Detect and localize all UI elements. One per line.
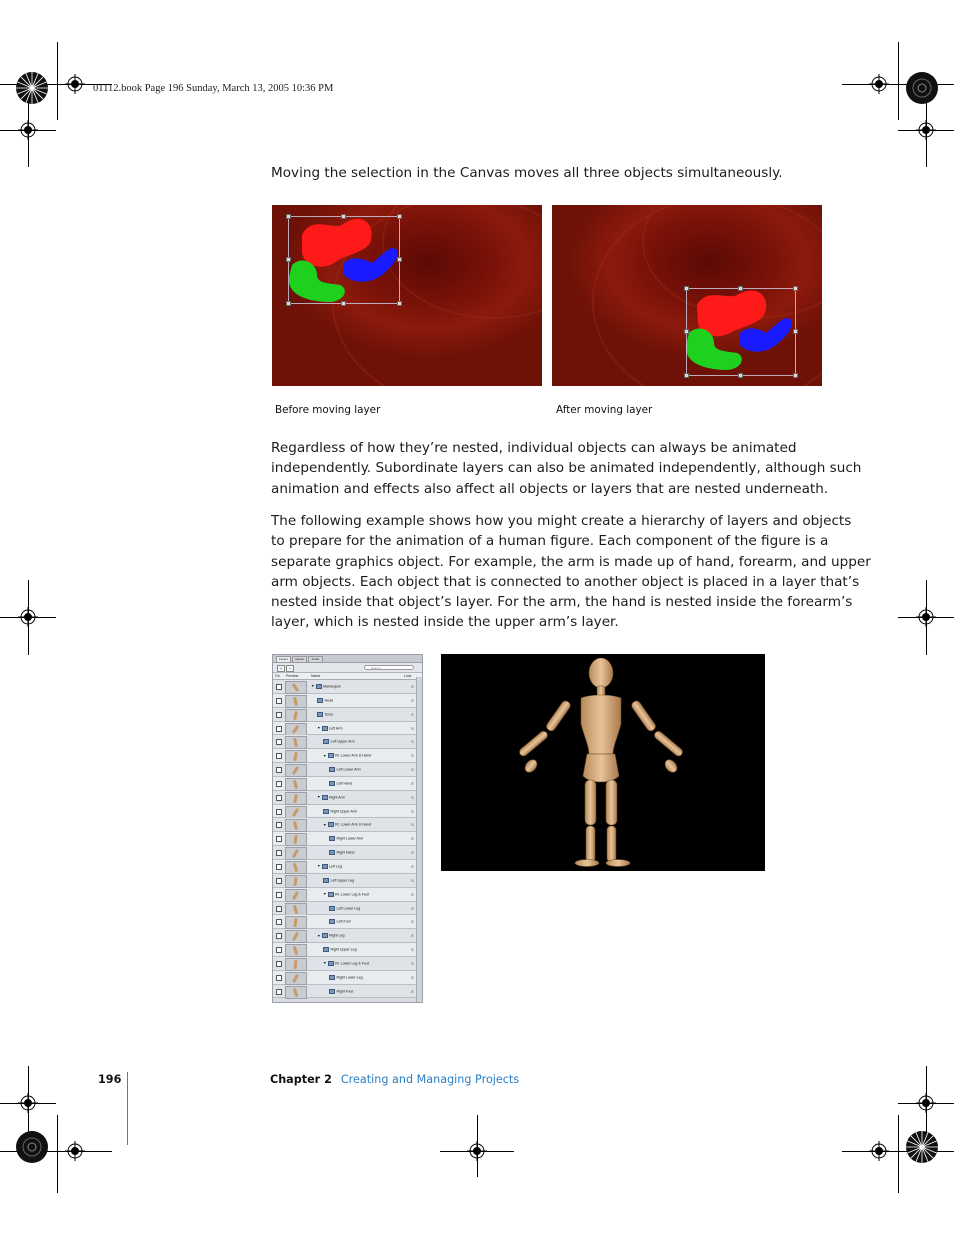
thumbnail-limb-shape: [293, 794, 297, 803]
layer-icon: [329, 850, 335, 855]
thumbnail-limb-shape: [293, 863, 298, 872]
thumbnail-limb-shape: [292, 683, 300, 692]
layer-icon: [329, 906, 335, 911]
column-lock: Lock: [404, 674, 412, 678]
layer-preview-thumbnail: [285, 833, 307, 846]
layer-name-text: Right Arm: [329, 795, 345, 800]
print-header: 01112.book Page 196 Sunday, March 13, 2005 10:36 PM: [93, 83, 334, 94]
layers-panel-screenshot: [272, 654, 423, 1003]
layer-row[interactable]: [273, 929, 422, 943]
disclosure-triangle-icon[interactable]: ▼: [323, 961, 327, 966]
layer-icon: [323, 947, 329, 952]
layer-visibility-checkbox[interactable]: [276, 975, 282, 981]
paragraph-nesting: [271, 438, 861, 499]
thumbnail-limb-shape: [292, 766, 299, 775]
layer-preview-thumbnail: [285, 806, 307, 819]
layer-preview-thumbnail: [285, 930, 307, 943]
layer-preview-thumbnail: [285, 903, 307, 916]
after-moving-layer-screenshot: [552, 205, 822, 386]
layer-preview-thumbnail: [285, 986, 307, 999]
page-number: 196: [98, 1073, 122, 1086]
thumbnail-limb-shape: [293, 904, 299, 913]
mannequin-pelvis: [583, 754, 619, 782]
layer-name-text: Mannequin: [323, 684, 341, 689]
lock-icon[interactable]: ⊙: [410, 988, 414, 994]
lock-icon[interactable]: ⊙: [410, 877, 414, 883]
layer-name: [323, 961, 369, 966]
lock-icon[interactable]: ⊙: [410, 960, 414, 966]
lock-icon[interactable]: ⊙: [410, 767, 414, 773]
layer-icon: [323, 739, 329, 744]
layer-row[interactable]: [273, 943, 422, 957]
layer-name-text: Rt. Lower Arm & Hand: [335, 822, 371, 827]
layer-name: [311, 684, 341, 689]
layer-preview-thumbnail: [285, 861, 307, 874]
thumbnail-limb-shape: [293, 835, 297, 844]
layer-visibility-checkbox[interactable]: [276, 836, 282, 842]
layer-visibility-checkbox[interactable]: [276, 712, 282, 718]
disclosure-triangle-icon[interactable]: ▼: [323, 753, 327, 758]
mannequin-right-foot: [606, 860, 630, 867]
selection-bounding-box: [686, 288, 796, 376]
layer-preview-thumbnail: [285, 958, 307, 971]
layer-name: [323, 878, 354, 883]
layer-preview-thumbnail: [285, 972, 307, 985]
layer-icon: [317, 712, 323, 717]
layer-name-text: Right Upper Leg: [330, 947, 357, 952]
layer-preview-thumbnail: [285, 847, 307, 860]
selection-bounding-box: [288, 216, 400, 304]
layer-row[interactable]: [273, 735, 422, 749]
disclosure-triangle-icon[interactable]: ▼: [317, 864, 321, 869]
layer-name-text: Left Lower Arm: [336, 767, 361, 772]
layers-panel-tabs: [273, 655, 422, 663]
footer-rule: [127, 1072, 128, 1145]
layer-preview-thumbnail: [285, 681, 307, 694]
layers-panel-toolbar: [273, 663, 422, 673]
paragraph-line: layer, which is nested inside the upper arm’s layer.: [271, 614, 619, 631]
lock-icon[interactable]: ⊙: [410, 891, 414, 897]
layer-visibility-checkbox[interactable]: [276, 878, 282, 884]
lock-icon[interactable]: ⊙: [410, 947, 414, 953]
layer-row[interactable]: [273, 832, 422, 846]
lock-icon[interactable]: ⊙: [410, 905, 414, 911]
before-caption: Before moving layer: [275, 404, 381, 416]
thumbnail-limb-shape: [292, 974, 299, 983]
layer-icon: [329, 836, 335, 841]
paragraph-line: Regardless of how they’re nested, individual objects can always be animated: [271, 440, 797, 456]
lock-icon[interactable]: ⊙: [410, 725, 414, 731]
layer-name-text: Right Foot: [336, 989, 354, 994]
layer-visibility-checkbox[interactable]: [276, 809, 282, 815]
mannequin-figure-screenshot: [441, 654, 765, 871]
layer-row[interactable]: [273, 818, 422, 832]
disclosure-triangle-icon[interactable]: ▼: [317, 725, 321, 730]
layer-row[interactable]: [273, 708, 422, 722]
layer-name-text: Right Lower Arm: [336, 836, 364, 841]
column-name: Name: [311, 674, 321, 678]
layer-row[interactable]: [273, 805, 422, 819]
thumbnail-limb-shape: [293, 697, 298, 706]
intro-sentence: Moving the selection in the Canvas moves all three objects simultaneously.: [271, 165, 783, 181]
mannequin-left-upper-arm: [545, 699, 572, 732]
mannequin-right-lower-arm: [653, 730, 684, 758]
lock-icon[interactable]: ⊙: [410, 684, 414, 689]
footer-chapter: [270, 1073, 519, 1086]
layer-visibility-checkbox[interactable]: [276, 864, 282, 870]
layer-preview-thumbnail: [285, 875, 307, 888]
layer-name: [329, 850, 354, 855]
thumbnail-limb-shape: [293, 738, 298, 747]
paragraph-line: The following example shows how you might create a hierarchy of layers and objects: [271, 513, 852, 529]
layer-icon: [328, 822, 334, 827]
lock-icon[interactable]: ⊙: [410, 711, 414, 717]
layer-visibility-checkbox[interactable]: [276, 933, 282, 939]
layer-name: [323, 892, 369, 897]
lock-icon[interactable]: ⊙: [410, 919, 414, 925]
lock-icon[interactable]: ⊙: [410, 974, 414, 980]
layer-visibility-checkbox[interactable]: [276, 919, 282, 925]
column-on: On: [275, 674, 280, 678]
layer-icon: [322, 864, 328, 869]
layer-name: [323, 809, 357, 814]
layer-name: [317, 864, 342, 869]
layer-row[interactable]: [273, 957, 422, 971]
layer-name-text: Right Lower Leg: [336, 975, 363, 980]
thumbnail-limb-shape: [293, 946, 299, 955]
layer-visibility-checkbox[interactable]: [276, 739, 282, 745]
thumbnail-limb-shape: [293, 710, 298, 719]
layer-preview-thumbnail: [285, 764, 307, 777]
layer-name: [329, 781, 352, 786]
lock-icon[interactable]: ⊙: [410, 739, 414, 745]
layer-row[interactable]: [273, 777, 422, 791]
mannequin-left-upper-leg: [585, 780, 596, 825]
mannequin-torso: [581, 695, 621, 754]
paragraph-line: animation and effects also affect all objects or layers that are nested underneath.: [271, 480, 829, 497]
layer-visibility-checkbox[interactable]: [276, 781, 282, 787]
layer-row[interactable]: [273, 749, 422, 763]
layer-row[interactable]: [273, 722, 422, 736]
paragraph-line: independently. Subordinate layers can also be animated independently, although such: [271, 460, 862, 477]
layers-list: [273, 680, 422, 998]
layer-name-text: Left Foot: [336, 919, 351, 924]
layer-preview-thumbnail: [285, 736, 307, 749]
layer-name: [317, 712, 333, 717]
layer-icon: [322, 795, 328, 800]
thumbnail-limb-shape: [293, 987, 299, 996]
layer-icon: [322, 933, 328, 938]
thumbnail-limb-shape: [293, 752, 298, 761]
layer-visibility-checkbox[interactable]: [276, 850, 282, 856]
layer-name: [317, 726, 342, 731]
layer-icon: [329, 989, 335, 994]
layer-row[interactable]: [273, 763, 422, 777]
thumbnail-limb-shape: [292, 724, 300, 733]
layer-icon: [322, 726, 328, 731]
lock-icon[interactable]: ⊙: [410, 850, 414, 856]
layer-name-text: Rt. Lower Leg & Foot: [335, 961, 370, 966]
thumbnail-limb-shape: [292, 932, 299, 941]
layer-name-text: Rt. Lower Leg & Foot: [335, 892, 370, 897]
layer-preview-thumbnail: [285, 778, 307, 791]
layer-row[interactable]: [273, 860, 422, 874]
layer-preview-thumbnail: [285, 889, 307, 902]
layer-name-text: Left Upper Arm: [330, 739, 355, 744]
layer-preview-thumbnail: [285, 695, 307, 708]
layer-visibility-checkbox[interactable]: [276, 795, 282, 801]
layer-name: [323, 753, 371, 758]
layer-visibility-checkbox[interactable]: [276, 753, 282, 759]
disclosure-triangle-icon[interactable]: ▼: [317, 933, 321, 938]
layer-name-text: Left Arm: [329, 725, 343, 730]
disclosure-triangle-icon[interactable]: ▼: [323, 892, 327, 897]
layer-preview-thumbnail: [285, 792, 307, 805]
lock-icon[interactable]: ⊙: [410, 822, 414, 828]
layer-visibility-checkbox[interactable]: [276, 684, 282, 690]
lock-icon[interactable]: ⊙: [410, 780, 414, 786]
layer-visibility-checkbox[interactable]: [276, 989, 282, 995]
disclosure-triangle-icon[interactable]: ▼: [323, 822, 327, 827]
after-caption: After moving layer: [556, 404, 653, 416]
disclosure-triangle-icon[interactable]: ▼: [317, 795, 321, 800]
column-preview: Preview: [286, 674, 299, 678]
mannequin-right-hand: [663, 757, 680, 774]
mannequin-left-foot: [575, 860, 599, 867]
layer-icon: [328, 892, 334, 897]
layer-name: [329, 767, 361, 772]
layer-name: [329, 989, 353, 994]
layer-icon: [329, 781, 335, 786]
layer-name: [317, 698, 333, 703]
lock-icon[interactable]: ⊙: [410, 753, 414, 759]
mannequin-left-hand: [523, 757, 540, 774]
layer-name-text: Right Hand: [336, 850, 355, 855]
layer-visibility-checkbox[interactable]: [276, 767, 282, 773]
layers-column-header: [273, 673, 422, 680]
thumbnail-limb-shape: [293, 821, 298, 830]
layer-name-text: Left Lower Leg: [336, 905, 361, 910]
layer-name-text: Right Upper Arm: [330, 809, 358, 814]
thumbnail-limb-shape: [293, 780, 298, 789]
layer-icon: [329, 767, 335, 772]
layer-icon: [317, 698, 323, 703]
layer-name: [317, 795, 345, 800]
layer-row[interactable]: [273, 985, 422, 999]
layer-name-text: Left Hand: [336, 781, 353, 786]
tab-layers[interactable]: Layers: [276, 656, 291, 663]
paragraph-line: separate graphics object. For example, the arm is made up of hand, forearm, and upper: [271, 553, 871, 570]
layer-row[interactable]: [273, 694, 422, 708]
layer-icon: [329, 975, 335, 980]
layer-visibility-checkbox[interactable]: [276, 822, 282, 828]
layer-preview-thumbnail: [285, 723, 307, 736]
layer-name-text: Right Leg: [329, 933, 345, 938]
thumbnail-limb-shape: [294, 960, 298, 969]
layer-name: [329, 906, 360, 911]
layer-preview-thumbnail: [285, 944, 307, 957]
layer-name-text: Head: [324, 698, 334, 703]
layer-name: [329, 836, 363, 841]
mannequin-left-lower-arm: [518, 730, 549, 758]
mannequin-right-upper-arm: [630, 699, 657, 732]
layer-icon: [316, 684, 322, 689]
layer-row[interactable]: [273, 902, 422, 916]
layer-row[interactable]: [273, 846, 422, 860]
paragraph-line: to prepare for the animation of a human figure. Each component of the figure is a: [271, 533, 829, 550]
layer-name: [317, 933, 344, 938]
layer-icon: [323, 878, 329, 883]
layer-name: [329, 919, 351, 924]
layer-visibility-checkbox[interactable]: [276, 961, 282, 967]
layer-row[interactable]: [273, 680, 422, 694]
layer-preview-thumbnail: [285, 709, 307, 722]
paragraph-line: arm objects. Each object that is connected to another object is placed in a layer that’s: [271, 573, 860, 590]
thumbnail-limb-shape: [292, 849, 299, 858]
layer-visibility-checkbox[interactable]: [276, 698, 282, 704]
layer-icon: [328, 753, 334, 758]
lock-icon[interactable]: ⊙: [410, 836, 414, 842]
lock-icon[interactable]: ⊙: [410, 808, 414, 814]
layer-preview-thumbnail: [285, 916, 307, 929]
layer-visibility-checkbox[interactable]: [276, 892, 282, 898]
layer-name-text: Left Leg: [329, 864, 343, 869]
layer-name: [323, 739, 355, 744]
layer-row[interactable]: [273, 874, 422, 888]
layer-icon: [329, 919, 335, 924]
thumbnail-limb-shape: [292, 891, 299, 900]
layer-name-text: Left Upper Leg: [330, 878, 355, 883]
layer-preview-thumbnail: [285, 750, 307, 763]
disclosure-triangle-icon[interactable]: ▼: [311, 684, 315, 689]
layer-name: [329, 975, 363, 980]
layers-search-input[interactable]: Search: [364, 665, 414, 670]
mannequin-figure: [441, 654, 765, 871]
mannequin-right-upper-leg: [606, 780, 617, 825]
layer-row[interactable]: [273, 791, 422, 805]
layer-name: [323, 822, 371, 827]
mannequin-right-lower-leg: [607, 826, 616, 862]
mannequin-head: [589, 658, 613, 688]
remove-layer-button[interactable]: −: [286, 665, 294, 672]
before-moving-layer-screenshot: [272, 205, 542, 386]
lock-icon[interactable]: ⊙: [410, 933, 414, 939]
mannequin-neck: [597, 686, 605, 696]
mannequin-left-lower-leg: [586, 826, 595, 862]
layer-name-text: Torso: [324, 712, 334, 717]
layer-icon: [323, 809, 329, 814]
layer-icon: [328, 961, 334, 966]
add-layer-button[interactable]: +: [277, 665, 285, 672]
layer-visibility-checkbox[interactable]: [276, 906, 282, 912]
paragraph-line: nested inside that object’s layer. For the arm, the hand is nested inside the forearm’s: [271, 594, 853, 611]
lock-icon[interactable]: ⊙: [410, 697, 414, 703]
layer-row[interactable]: [273, 888, 422, 902]
layer-visibility-checkbox[interactable]: [276, 947, 282, 953]
layer-row[interactable]: [273, 915, 422, 929]
thumbnail-limb-shape: [293, 877, 297, 886]
layer-visibility-checkbox[interactable]: [276, 726, 282, 732]
layer-row[interactable]: [273, 971, 422, 985]
tab-media[interactable]: Media: [292, 656, 307, 663]
paragraph-hierarchy-example: [271, 511, 871, 633]
layer-name: [323, 947, 357, 952]
tab-audio[interactable]: Audio: [308, 656, 323, 663]
lock-icon[interactable]: ⊙: [410, 863, 414, 869]
chapter-label: Chapter 2: [270, 1073, 332, 1086]
layer-preview-thumbnail: [285, 819, 307, 832]
thumbnail-limb-shape: [294, 918, 298, 927]
layer-name-text: Rt. Lower Arm & Hand: [335, 753, 371, 758]
lock-icon[interactable]: ⊙: [410, 794, 414, 800]
thumbnail-limb-shape: [292, 807, 299, 816]
layers-scrollbar[interactable]: [416, 677, 422, 1002]
chapter-title-link[interactable]: Creating and Managing Projects: [340, 1073, 520, 1086]
